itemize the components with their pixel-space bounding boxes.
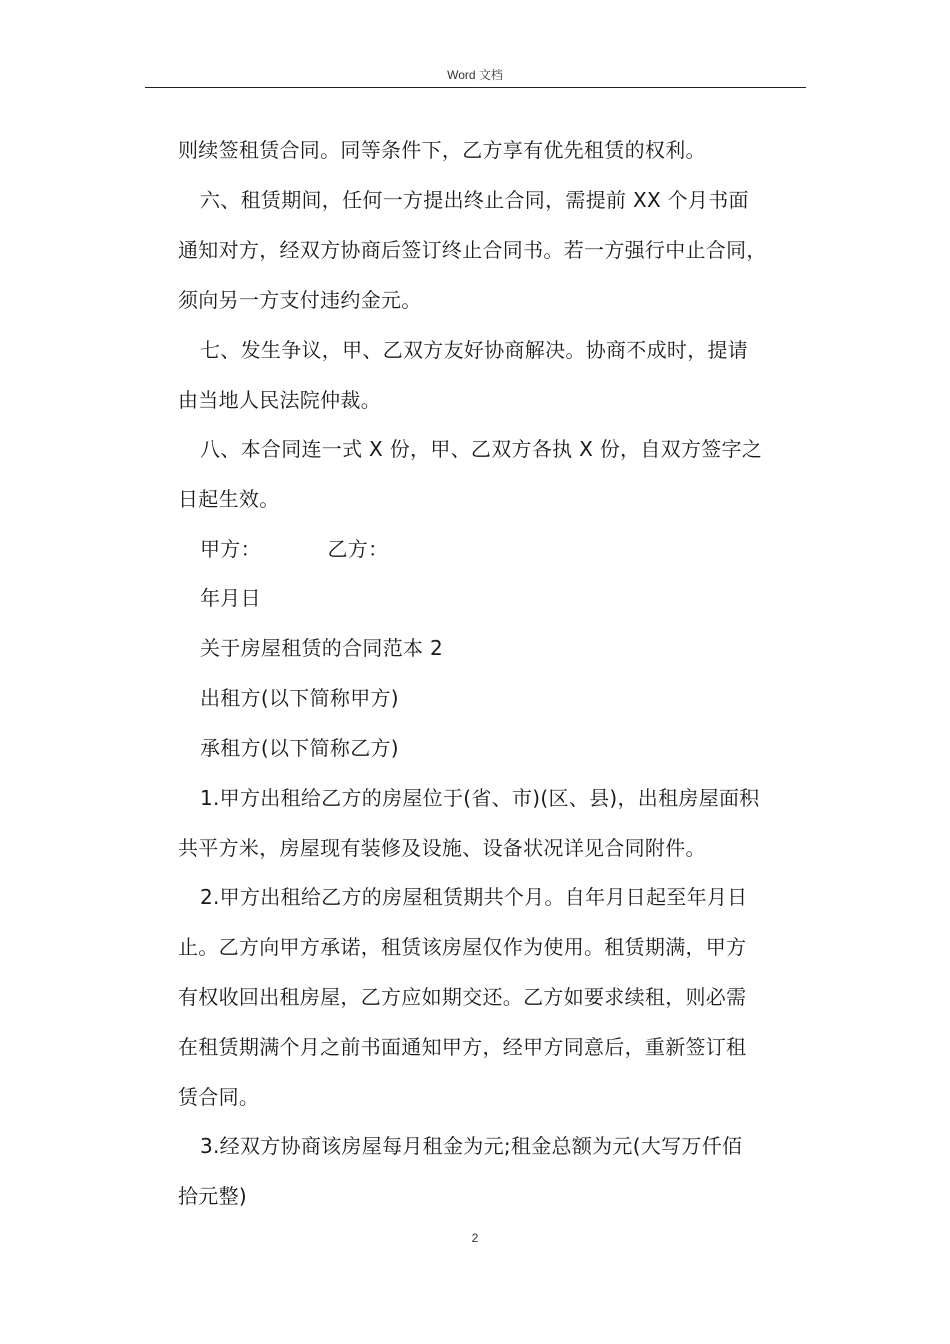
text-line: 须向另一方支付违约金元。 — [178, 288, 422, 312]
text-line: 则续签租赁合同。同等条件下，乙方享有优先租赁的权利。 — [178, 138, 706, 162]
text-line: 止。乙方向甲方承诺，租赁该房屋仅作为使用。租赁期满，甲方 — [178, 935, 747, 959]
section-title: 关于房屋租赁的合同范本 2 — [200, 636, 443, 660]
text-line: 1.甲方出租给乙方的房屋位于(省、市)(区、县)，出租房屋面积 — [200, 786, 760, 810]
text-line: 有权收回出租房屋，乙方应如期交还。乙方如要求续租，则必需 — [178, 985, 747, 1009]
text-line: 出租方(以下简称甲方) — [200, 686, 399, 710]
page-header: Word 文档 — [447, 68, 503, 82]
text-line: 日起生效。 — [178, 487, 280, 511]
text-line: 七、发生争议，甲、乙双方友好协商解决。协商不成时，提请 — [200, 338, 749, 362]
text-line: 在租赁期满个月之前书面通知甲方，经甲方同意后，重新签订租 — [178, 1035, 747, 1059]
text-line: 承租方(以下简称乙方) — [200, 736, 399, 760]
text-line: 3.经双方协商该房屋每月租金为元;租金总额为元(大写万仟佰 — [200, 1134, 743, 1158]
text-line: 六、租赁期间，任何一方提出终止合同，需提前 XX 个月书面 — [200, 188, 749, 212]
signature-line: 甲方： 乙方： — [200, 537, 389, 561]
text-line: 拾元整) — [178, 1184, 248, 1208]
page-number: 2 — [471, 1231, 479, 1245]
date-line: 年月日 — [200, 586, 261, 610]
text-line: 八、本合同连一式 X 份，甲、乙双方各执 X 份，自双方签字之 — [200, 437, 763, 461]
text-line: 共平方米，房屋现有装修及设施、设备状况详见合同附件。 — [178, 836, 706, 860]
text-line: 由当地人民法院仲裁。 — [178, 388, 381, 412]
text-line: 2.甲方出租给乙方的房屋租赁期共个月。自年月日起至年月日 — [200, 885, 748, 909]
text-line: 赁合同。 — [178, 1085, 260, 1109]
text-line: 通知对方，经双方协商后签订终止合同书。若一方强行中止合同， — [178, 238, 767, 262]
